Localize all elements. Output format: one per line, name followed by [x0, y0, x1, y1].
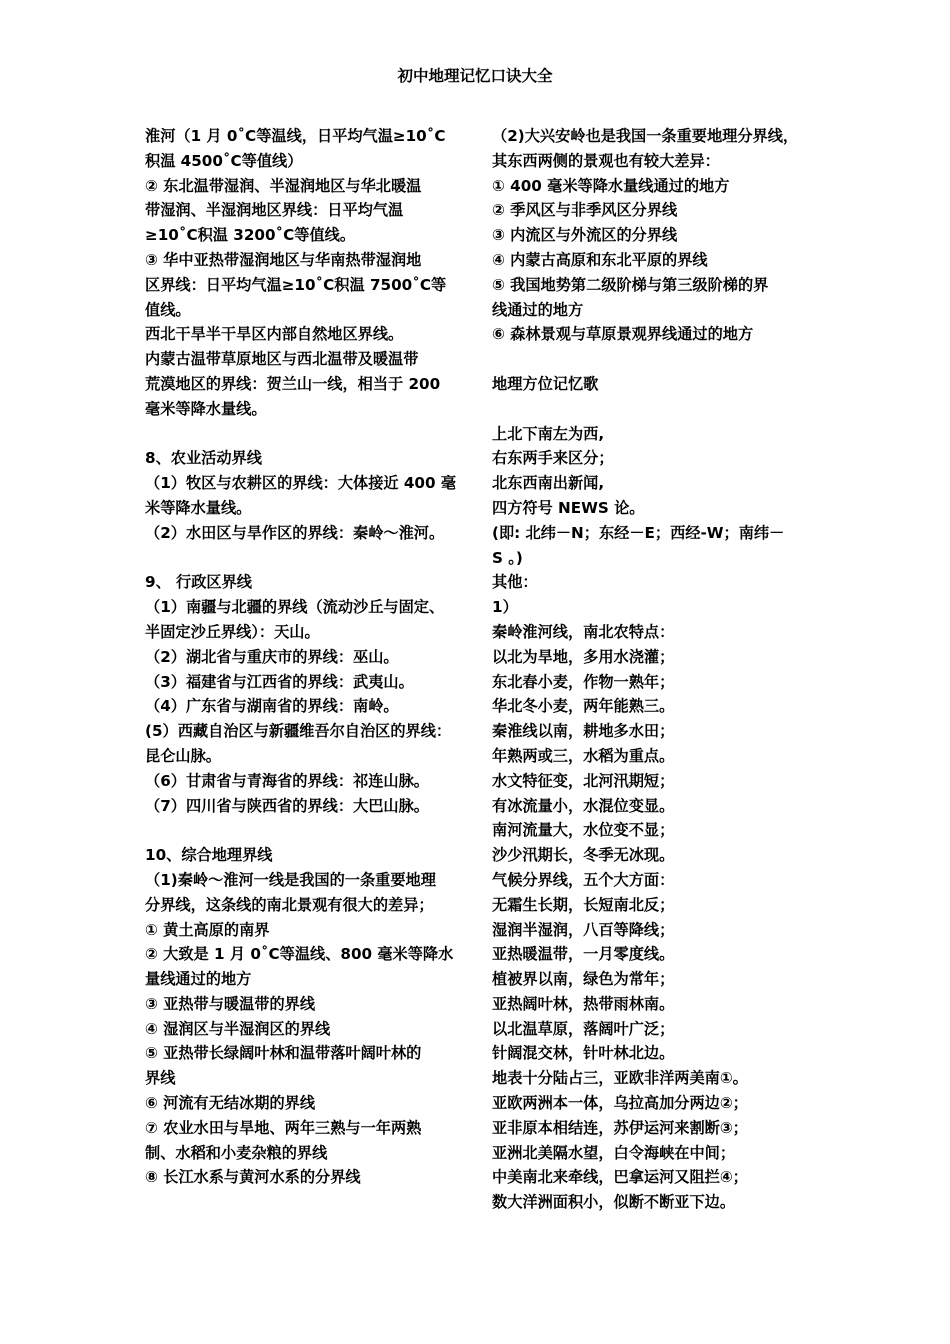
text-line: ⑥ 森林景观与草原景观界线通过的地方	[492, 325, 754, 344]
text-line: (即: 北纬－N；东经－E；西经-W；南纬－	[492, 523, 785, 542]
text-line	[145, 546, 475, 571]
text-line: 淮河（1 月 0˚C等温线，日平均气温≥10˚C	[145, 127, 446, 145]
text-line: 针阔混交林，针叶林北边。	[492, 1044, 675, 1063]
text-line: 亚热阔叶林，热带雨林南。	[492, 994, 675, 1013]
left-text-column	[145, 124, 475, 1190]
text-line: ⑧ 长江水系与黄河水系的分界线	[145, 1168, 361, 1187]
text-line: （1)秦岭～淮河一线是我国的一条重要地理	[145, 870, 436, 889]
text-line: 半固定沙丘界线）：天山。	[145, 622, 320, 641]
text-line: ④ 湿润区与半湿润区的界线	[145, 1019, 331, 1038]
text-line: （1）牧区与农耕区的界线：大体接近 400 毫	[145, 474, 457, 493]
text-line: 10、综合地理界线	[145, 846, 273, 865]
text-line: 亚热暖温带，一月零度线。	[492, 945, 675, 964]
text-line: 毫米等降水量线。	[145, 399, 267, 418]
text-line: ⑤ 亚热带长绿阔叶林和温带落叶阔叶林的	[145, 1044, 422, 1063]
text-line: 西北干旱半干旱区内部自然地区界线。	[145, 325, 404, 344]
text-line: ⑤ 我国地势第二级阶梯与第三级阶梯的界	[492, 275, 769, 294]
text-line: 东北春小麦，作物一熟年；	[492, 672, 675, 691]
text-line: (5）西藏自治区与新疆维吾尔自治区的界线：	[145, 722, 452, 741]
text-line: 华北冬小麦，两年能熟三。	[492, 697, 675, 716]
text-line: 昆仑山脉。	[145, 746, 221, 765]
text-line: ⑥ 河流有无结冰期的界线	[145, 1094, 316, 1113]
text-line: 中美南北来牵线，巴拿运河又阻拦④；	[492, 1168, 748, 1187]
text-line: 亚欧两洲本一体，乌拉高加分两边②；	[492, 1094, 748, 1113]
text-line: 值线。	[145, 300, 191, 319]
text-line: ③ 华中亚热带湿润地区与华南热带湿润地	[145, 250, 422, 269]
text-line: 沙少汛期长，冬季无冰现。	[492, 846, 675, 865]
page-title: 初中地理记忆口诀大全	[397, 67, 553, 85]
text-line: ④ 内蒙古高原和东北平原的界线	[492, 250, 708, 269]
text-line: （6）甘肃省与青海省的界线：祁连山脉。	[145, 771, 429, 790]
text-line: 内蒙古温带草原地区与西北温带及暖温带	[145, 350, 419, 369]
text-line	[145, 818, 475, 843]
text-line: 亚非原本相结连，苏伊运河来割断③；	[492, 1118, 748, 1137]
text-line	[145, 422, 475, 447]
text-line: 其他：	[492, 573, 538, 592]
text-line: 地理方位记忆歌	[492, 374, 599, 393]
text-line: ① 400 毫米等降水量线通过的地方	[492, 176, 730, 195]
text-line: 秦岭淮河线，南北农特点：	[492, 622, 675, 641]
text-line: ① 黄土高原的南界	[145, 920, 270, 939]
text-line: 米等降水量线。	[145, 498, 252, 517]
text-line: （2)大兴安岭也是我国一条重要地理分界线，	[492, 127, 799, 145]
text-line: 1）	[492, 598, 518, 617]
text-line: 8、农业活动界线	[145, 449, 262, 468]
text-line: ⑦ 农业水田与旱地、两年三熟与一年两熟	[145, 1118, 422, 1137]
text-line: 以北温草原，落阔叶广泛；	[492, 1019, 675, 1038]
text-line: 年熟两或三，水稻为重点。	[492, 746, 675, 765]
text-line: ② 大致是 1 月 0˚C等温线、800 毫米等降水	[145, 945, 454, 964]
text-line	[492, 347, 827, 372]
text-line: 量线通过的地方	[145, 970, 252, 989]
text-line: 荒漠地区的界线：贺兰山一线，相当于 200	[145, 374, 441, 393]
text-line	[492, 397, 827, 422]
text-line: 线通过的地方	[492, 300, 584, 319]
text-line: ② 季风区与非季风区分界线	[492, 201, 678, 220]
text-line: （1）南疆与北疆的界线（流动沙丘与固定、	[145, 598, 445, 617]
text-line: 湿润半湿润，八百等降线；	[492, 920, 675, 939]
text-line: 无霜生长期，长短南北反；	[492, 895, 675, 914]
text-line: 亚洲北美隔水望，白令海峡在中间；	[492, 1143, 735, 1162]
text-line: 有冰流量小，水混位变显。	[492, 796, 675, 815]
text-line: 数大洋洲面积小，似断不断亚下边。	[492, 1193, 735, 1212]
text-line: 上北下南左为西,	[492, 424, 605, 443]
text-line: （2）湖北省与重庆市的界线：巫山。	[145, 647, 399, 666]
text-line: 分界线，这条线的南北景观有很大的差异；	[145, 895, 434, 914]
text-line: 气候分界线，五个大方面：	[492, 870, 675, 889]
text-line: ③ 亚热带与暖温带的界线	[145, 994, 316, 1013]
text-line: 其东西两侧的景观也有较大差异：	[492, 151, 720, 170]
text-line: 右东两手来区分；	[492, 449, 614, 468]
text-line: （7）四川省与陕西省的界线：大巴山脉。	[145, 796, 429, 815]
text-line: 北东西南出新闻,	[492, 474, 605, 493]
right-text-column	[492, 124, 827, 1215]
text-line: 四方符号 NEWS 论。	[492, 498, 645, 517]
text-line: （2）水田区与旱作区的界线：秦岭～淮河。	[145, 523, 445, 542]
text-line: 制、水稻和小麦杂粮的界线	[145, 1143, 328, 1162]
text-line: （3）福建省与江西省的界线：武夷山。	[145, 672, 414, 691]
text-line: ③ 内流区与外流区的分界线	[492, 226, 678, 245]
text-line: 积温 4500˚C等值线）	[145, 151, 303, 170]
text-line: 带湿润、半湿润地区界线：日平均气温	[145, 201, 404, 220]
text-line: 水文特征变，北河汛期短；	[492, 771, 675, 790]
text-line: （4）广东省与湖南省的界线：南岭。	[145, 697, 399, 716]
text-line: ≥10˚C积温 3200˚C等值线。	[145, 226, 356, 245]
text-line: 以北为旱地，多用水浇灌；	[492, 647, 675, 666]
text-line: 区界线：日平均气温≥10˚C积温 7500˚C等	[145, 275, 447, 294]
text-line: 界线	[145, 1069, 176, 1088]
text-line: S 。)	[492, 548, 523, 567]
text-line: 秦淮线以南，耕地多水田；	[492, 722, 675, 741]
text-line: ② 东北温带湿润、半湿润地区与华北暖温	[145, 176, 422, 195]
text-line: 9、 行政区界线	[145, 573, 252, 592]
text-line: 植被界以南，绿色为常年；	[492, 970, 675, 989]
text-line: 南河流量大，水位变不显；	[492, 821, 675, 840]
text-line: 地表十分陆占三，亚欧非洋两美南①。	[492, 1069, 748, 1088]
